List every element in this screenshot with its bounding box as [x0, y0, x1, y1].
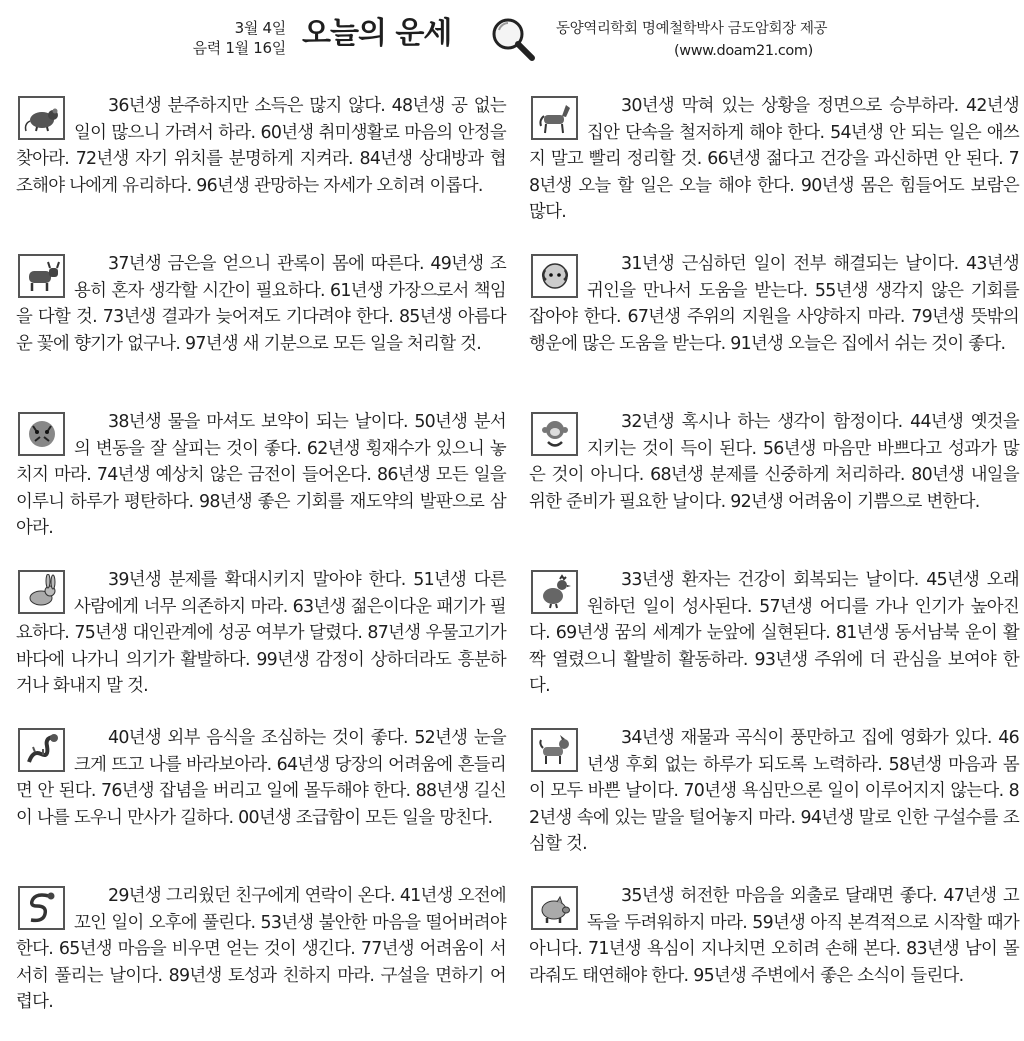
- fortune-entry-ox: [16, 251, 506, 377]
- solar-date: 3월 4일: [234, 19, 286, 37]
- fortune-entry-dragon: [16, 725, 506, 851]
- rabbit-icon: [18, 570, 65, 614]
- ox-icon: [18, 254, 65, 298]
- horse-icon: [531, 96, 578, 140]
- fortune-entry-sheep: [529, 251, 1019, 377]
- fortune-text: 40년생 외부 음식을 조심하는 것이 좋다. 52년생 눈을 크게 뜨고 나를 바라보아라. 64년생 당장의 어려움에 흔들리면 안 된다. 76년생 잡념을 버리고 일에 몰두해야 한다. 88년생 길신이 나를 도우니 만사가 길하다. 00년생 조급함이 모든 일을 망친다.: [16, 728, 506, 828]
- fortune-text: 34년생 재물과 곡식이 풍만하고 집에 영화가 있다. 46년생 후회 없는 하루가 되도록 노력하라. 58년생 마음과 몸이 모두 바쁜 날이다. 70년생 욕심만으론 일이 이루어지지 않는다. 82년생 속에 있는 말을 털어놓지 마라. 94년생 말로 인한 구설수를 조심할 것.: [529, 728, 1019, 854]
- snake-icon: [18, 886, 65, 930]
- tiger-icon: [18, 412, 65, 456]
- fortune-text: 36년생 분주하지만 소득은 많지 않다. 48년생 공 없는 일이 많으니 가려서 하라. 60년생 취미생활로 마음의 안정을 찾아라. 72년생 자기 위치를 분명하게 지켜라. 84년생 상대방과 협조해야 나에게 유리하다. 96년생 관망하는 자세가 오히려 이롭다.: [16, 96, 506, 196]
- fortune-text: 38년생 물을 마셔도 보약이 되는 날이다. 50년생 분서의 변동을 잘 살피는 것이 좋다. 62년생 횡재수가 있으니 놓치지 마라. 74년생 예상치 않은 금전이 들어온다. 86년생 모든 일을 이루니 하루가 평탄하다. 98년생 좋은 기회를 재도약의 발판으로 삼아라.: [16, 412, 506, 538]
- fortune-text: 30년생 막혀 있는 상황을 정면으로 승부하라. 42년생 집안 단속을 철저하게 해야 한다. 54년생 안 되는 일은 애쓰지 말고 빨리 정리할 것. 66년생 젊다고 건강을 과신하면 안 된다. 78년생 오늘 할 일은 오늘 해야 한다. 90년생 몸은 힘들어도 보람은 많다.: [529, 96, 1019, 222]
- magnifier-icon: [488, 14, 538, 64]
- fortune-text: 37년생 금은을 얻으니 관록이 몸에 따른다. 49년생 조용히 혼자 생각할 시간이 필요하다. 61년생 가장으로서 책임을 다할 것. 73년생 결과가 늦어져도 기다려야 한다. 85년생 아름다운 꽃에 향기가 없구나. 97년생 새 기분으로 모든 일을 처리할 것.: [16, 254, 506, 354]
- fortune-entry-rooster: [529, 567, 1019, 696]
- fortune-entry-tiger: [16, 409, 506, 538]
- fortune-text: 39년생 분제를 확대시키지 말아야 한다. 51년생 다른 사람에게 너무 의존하지 마라. 63년생 젊은이다운 패기가 필요하다. 75년생 대인관계에 성공 여부가 달렸다. 87년생 우물고기가 바다에 나가니 의기가 활발하다. 99년생 감정이 상하더라도 흥분하거나 화내지 말 것.: [16, 570, 506, 696]
- left-column: [16, 93, 506, 1041]
- lunar-date: 음력 1월 16일: [192, 39, 286, 57]
- rat-icon: [18, 96, 65, 140]
- fortune-entry-horse: [529, 93, 1019, 222]
- dragon-icon: [18, 728, 65, 772]
- fortune-text: 31년생 근심하던 일이 전부 해결되는 날이다. 43년생 귀인을 만나서 도움을 받는다. 55년생 생각지 않은 기회를 잡아야 한다. 67년생 주위의 지원을 사양하지 마라. 79년생 뜻밖의 행운에 많은 도움을 받는다. 91년생 오늘은 집에서 쉬는 것이 좋다.: [529, 254, 1019, 354]
- source-url: (www.doam21.com): [674, 43, 813, 59]
- date-block: [193, 18, 286, 58]
- fortune-text: 32년생 혹시나 하는 생각이 함정이다. 44년생 옛것을 지키는 것이 득이 된다. 56년생 마음만 바쁘다고 성과가 많은 것이 아니다. 68년생 분제를 신중하게 처리하라. 80년생 내일을 위한 준비가 필요한 날이다. 92년생 어려움이 기쁨으로 변한다.: [529, 412, 1019, 512]
- fortune-entry-dog: [529, 725, 1019, 854]
- monkey-icon: [531, 412, 578, 456]
- fortune-entry-monkey: [529, 409, 1019, 535]
- credit-block: [556, 18, 827, 62]
- fortune-text: 29년생 그리웠던 친구에게 연락이 온다. 41년생 오전에 꼬인 일이 오후에 풀린다. 53년생 불안한 마음을 떨어버려야 한다. 65년생 마음을 비우면 얻는 것이 생긴다. 77년생 어려움이 서서히 풀리는 날이다. 89년생 토성과 친하지 마라. 구설을 면하기 어렵다.: [16, 886, 506, 1012]
- sheep-icon: [531, 254, 578, 298]
- right-column: [529, 93, 1019, 1041]
- header: [0, 0, 1024, 86]
- fortune-entry-snake: [16, 883, 506, 1012]
- pig-icon: [531, 886, 578, 930]
- fortune-entry-rabbit: [16, 567, 506, 696]
- fortune-text: 35년생 허전한 마음을 외출로 달래면 좋다. 47년생 고독을 두려워하지 마라. 59년생 아직 본격적으로 시작할 때가 아니다. 71년생 욕심이 지나치면 오히려 손해 본다. 83년생 남이 몰라줘도 태연해야 한다. 95년생 주변에서 좋은 소식이 들린다.: [529, 886, 1019, 986]
- fortune-entry-rat: [16, 93, 506, 219]
- credit-text: 동양역리학회 명예철학박사 금도암회장 제공: [556, 21, 828, 37]
- page-title: 오늘의 운세: [302, 16, 452, 51]
- rooster-icon: [531, 570, 578, 614]
- dog-icon: [531, 728, 578, 772]
- fortune-text: 33년생 환자는 건강이 회복되는 날이다. 45년생 오래 원하던 일이 성사된다. 57년생 어디를 가나 인기가 높아진다. 69년생 꿈의 세계가 눈앞에 실현된다. 81년생 동서남북 운이 활짝 열렸으니 활발히 활동하라. 93년생 주위에 더 관심을 보여야 한다.: [529, 570, 1019, 696]
- fortune-entry-pig: [529, 883, 1019, 1009]
